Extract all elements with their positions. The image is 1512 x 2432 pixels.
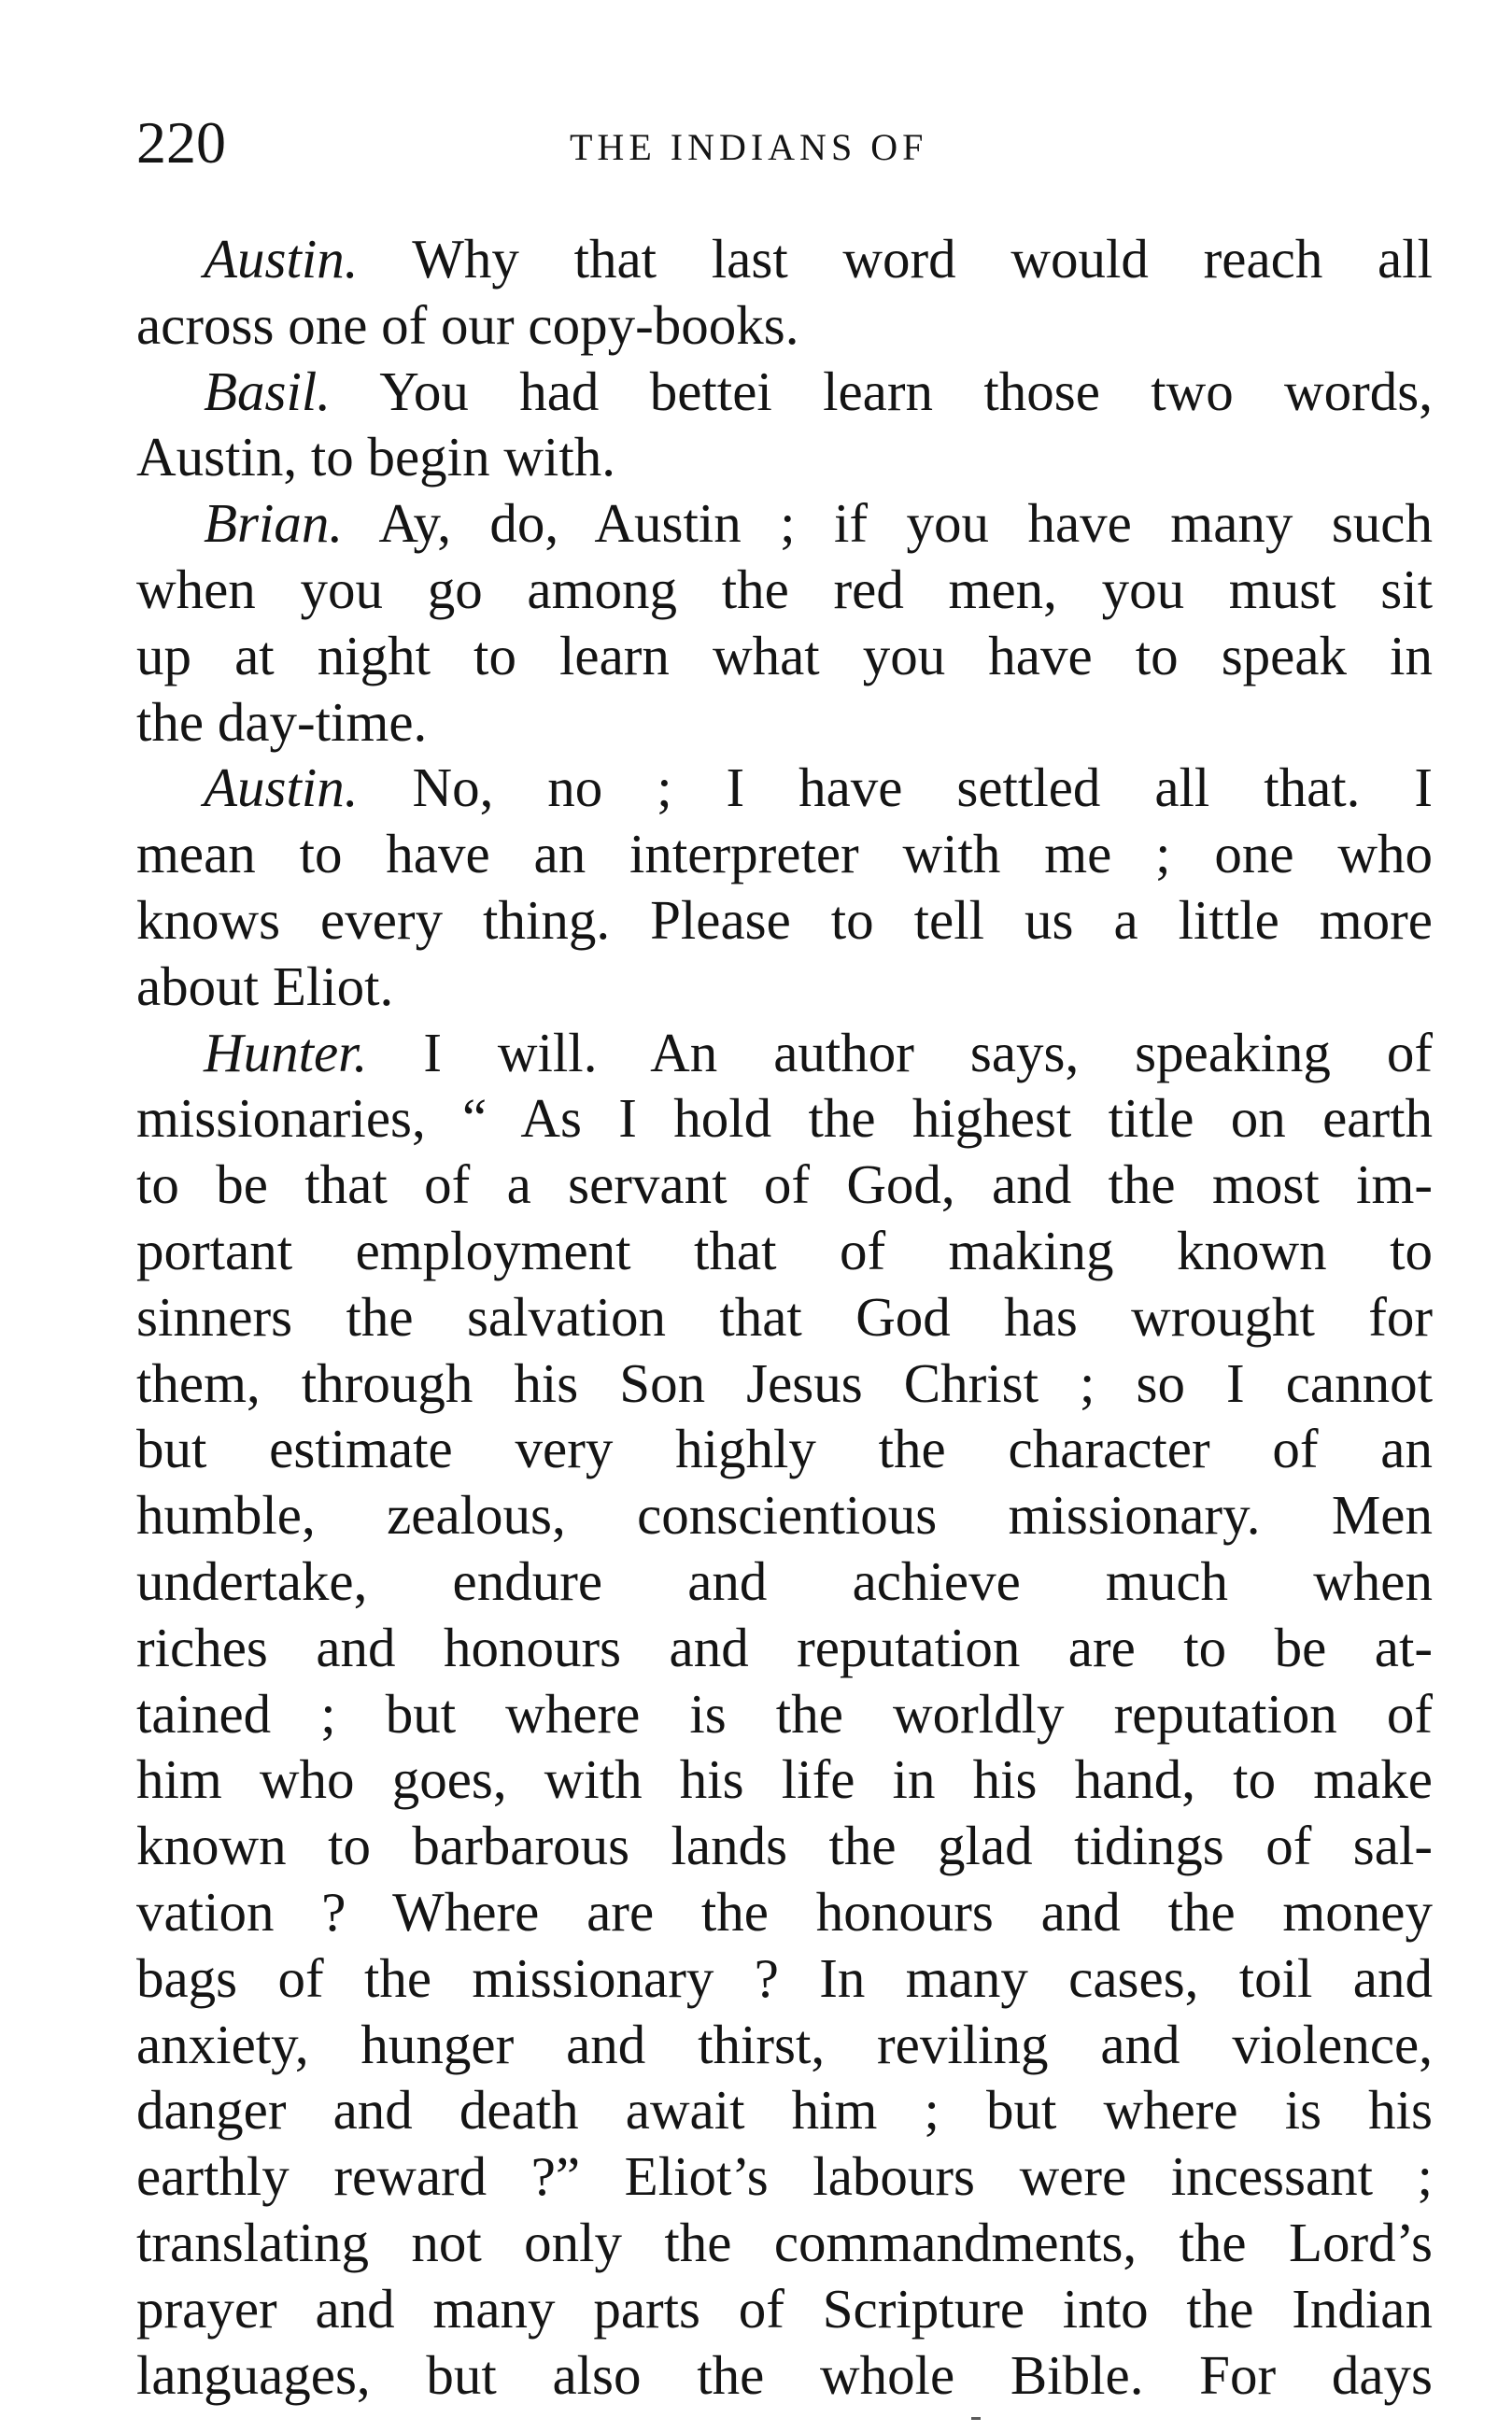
text-line xyxy=(136,2210,1433,2276)
line-text: missionaries, “ As I hold the highest title on earth xyxy=(136,1087,1433,1150)
text-line xyxy=(136,2276,1433,2342)
line-text: prayer and many parts of Scripture into the Indian xyxy=(136,2277,1433,2340)
line-text: Ay, do, Austin ; if you have many such xyxy=(378,492,1433,555)
print-speck xyxy=(971,2417,981,2420)
text-line xyxy=(136,1218,1433,1284)
line-text: when you go among the red men, you must sit xyxy=(136,558,1433,620)
text-line xyxy=(136,1350,1433,1417)
line-text: humble, zealous, conscientious missionary. Men xyxy=(136,1484,1433,1547)
line-text: earthly reward ?” Eliot’s labours were incessant ; xyxy=(136,2145,1433,2208)
line-text: riches and honours and reputation are to be at- xyxy=(136,1616,1433,1678)
text-line xyxy=(136,623,1433,689)
text-line xyxy=(136,1152,1433,1218)
text-line xyxy=(136,1746,1433,1813)
line-text: languages, but also the whole Bible. For days xyxy=(136,2343,1433,2406)
line-text: the day-time. xyxy=(136,690,428,753)
speaker-name: Austin. xyxy=(204,228,359,290)
page-header xyxy=(0,110,1512,176)
line-text: Austin, to begin with. xyxy=(136,426,615,488)
line-text: No, no ; I have settled all that. I xyxy=(412,756,1433,819)
text-line xyxy=(136,1482,1433,1548)
text-line xyxy=(136,821,1433,887)
speaker-name: Austin. xyxy=(204,756,359,819)
speaker-name: Brian. xyxy=(204,492,344,555)
text-line xyxy=(136,1548,1433,1615)
text-line xyxy=(136,490,1433,557)
text-line xyxy=(136,1416,1433,1482)
text-line xyxy=(136,2342,1433,2409)
text-line xyxy=(136,1284,1433,1350)
line-text: danger and death await him ; but where is his xyxy=(136,2079,1433,2142)
line-text: tained ; but where is the worldly reputation of xyxy=(136,1682,1433,1745)
line-text: him who goes, with his life in his hand, to make xyxy=(136,1748,1433,1811)
text-line xyxy=(136,1615,1433,1681)
line-text: knows every thing. Please to tell us a little more xyxy=(136,888,1433,951)
line-text: I will. An author says, speaking of xyxy=(423,1021,1433,1083)
text-line xyxy=(136,424,1433,490)
line-text: mean to have an interpreter with me ; one who xyxy=(136,823,1433,885)
text-line xyxy=(136,2077,1433,2143)
line-text: You had bettei learn those two words, xyxy=(379,360,1433,422)
text-line xyxy=(136,2012,1433,2078)
body-text xyxy=(136,226,1433,2408)
speaker-name: Hunter. xyxy=(204,1021,368,1083)
text-line xyxy=(136,954,1433,1020)
text-line xyxy=(136,1681,1433,1747)
text-line xyxy=(136,226,1433,292)
text-line xyxy=(136,1813,1433,1879)
line-text: portant employment that of making known to xyxy=(136,1219,1433,1281)
text-line xyxy=(136,292,1433,359)
line-text: to be that of a servant of God, and the most im- xyxy=(136,1153,1433,1216)
line-text: across one of our copy-books. xyxy=(136,293,799,356)
text-line xyxy=(136,359,1433,425)
line-text: Why that last word would reach all xyxy=(412,228,1433,290)
text-line xyxy=(136,1020,1433,1086)
line-text: but estimate very highly the character of an xyxy=(136,1418,1433,1480)
line-text: bags of the missionary ? In many cases, toil and xyxy=(136,1946,1433,2009)
text-line xyxy=(136,887,1433,954)
text-line xyxy=(136,1945,1433,2012)
speaker-name: Basil. xyxy=(204,360,332,422)
text-line xyxy=(136,1085,1433,1152)
text-line xyxy=(136,689,1433,756)
page-number: 220 xyxy=(136,109,226,176)
line-text: undertake, endure and achieve much when xyxy=(136,1549,1433,1612)
line-text: about Eliot. xyxy=(136,954,394,1017)
text-line xyxy=(136,755,1433,821)
text-line xyxy=(136,1879,1433,1945)
line-text: known to barbarous lands the glad tidings of sal- xyxy=(136,1815,1433,1877)
line-text: them, through his Son Jesus Christ ; so I cannot xyxy=(136,1351,1433,1414)
text-line xyxy=(136,557,1433,623)
line-text: sinners the salvation that God has wrought for xyxy=(136,1285,1433,1348)
line-text: translating not only the commandments, the Lord’s xyxy=(136,2211,1433,2273)
running-head: THE INDIANS OF xyxy=(570,126,928,168)
line-text: vation ? Where are the honours and the money xyxy=(136,1880,1433,1943)
line-text: up at night to learn what you have to speak in xyxy=(136,624,1433,686)
text-line xyxy=(136,2143,1433,2210)
line-text: anxiety, hunger and thirst, reviling and violence, xyxy=(136,2013,1433,2075)
